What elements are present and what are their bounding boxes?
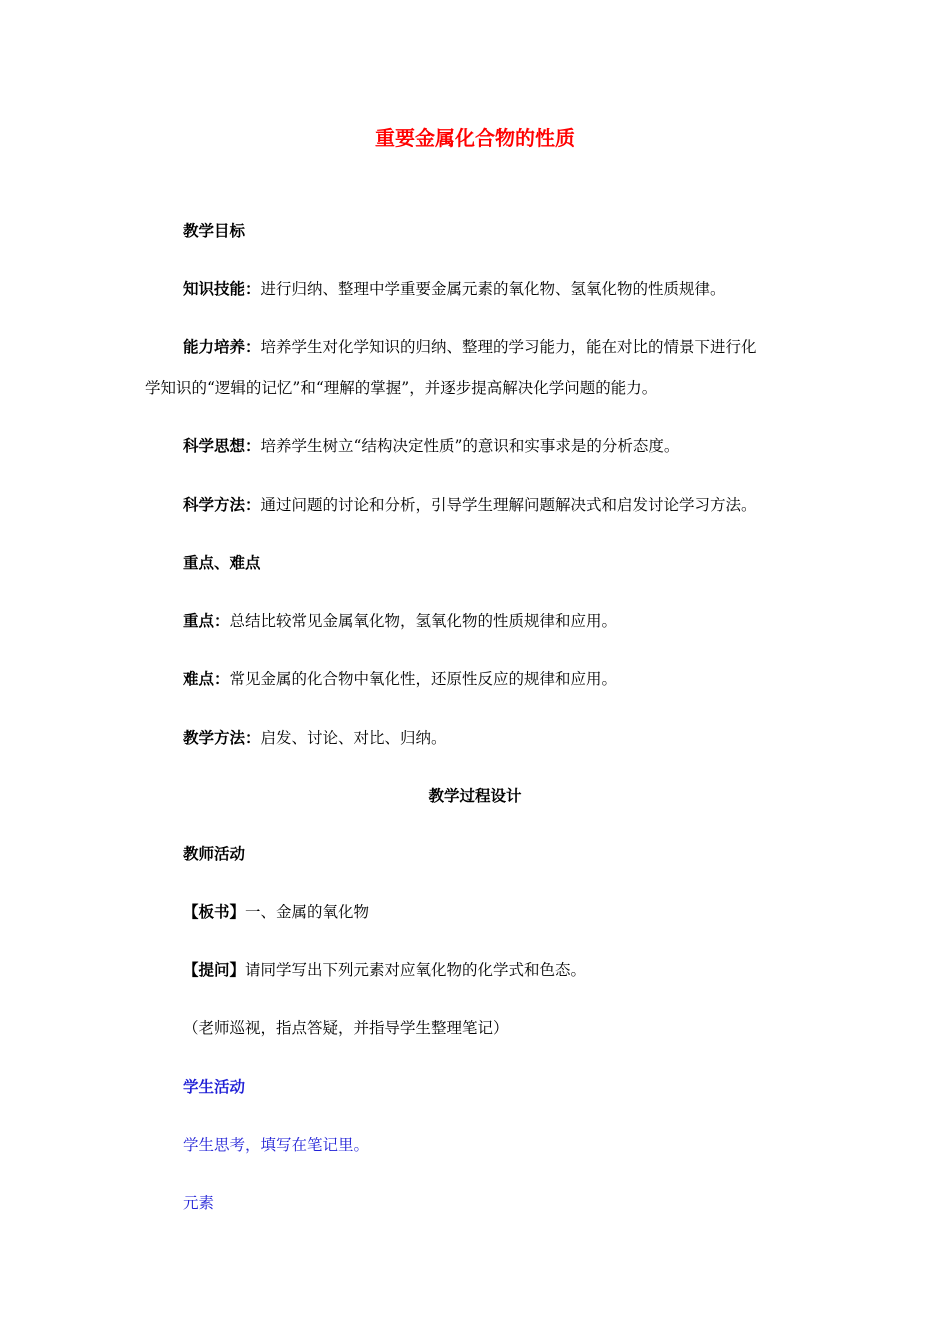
objectives-heading: 教学目标 bbox=[183, 222, 246, 240]
knowledge-text: 进行归纳、整理中学重要金属元素的氧化物、氢氧化物的性质规律。 bbox=[260, 280, 726, 298]
question-label: 【提问】 bbox=[183, 961, 246, 979]
method-text: 通过问题的讨论和分析，引导学生理解问题解决式和启发讨论学习方法。 bbox=[260, 496, 757, 514]
ability-text-line1: 培养学生对化学知识的归纳、整理的学习能力，能在对比的情景下进行化 bbox=[260, 338, 757, 356]
teacher-note: （老师巡视，指点答疑，并指导学生整理笔记） bbox=[183, 1019, 509, 1037]
focus-label: 重点： bbox=[183, 612, 230, 630]
key-points-heading: 重点、难点 bbox=[183, 554, 261, 572]
teacher-heading: 教师活动 bbox=[183, 845, 246, 863]
teaching-method-label: 教学方法： bbox=[183, 729, 261, 747]
ability-label: 能力培养： bbox=[183, 338, 261, 356]
thought-paragraph bbox=[183, 435, 679, 457]
question-paragraph bbox=[183, 959, 586, 981]
method-paragraph bbox=[183, 494, 757, 516]
knowledge-paragraph bbox=[183, 278, 726, 300]
student-heading: 学生活动 bbox=[183, 1078, 246, 1096]
teaching-method-paragraph bbox=[183, 727, 447, 749]
focus-text: 总结比较常见金属氧化物，氢氧化物的性质规律和应用。 bbox=[229, 612, 618, 630]
focus-paragraph bbox=[183, 610, 617, 632]
student-text: 学生思考，填写在笔记里。 bbox=[183, 1136, 370, 1154]
process-heading: 教学过程设计 bbox=[428, 787, 522, 805]
question-text: 请同学写出下列元素对应氧化物的化学式和色态。 bbox=[245, 961, 587, 979]
board-label: 【板书】 bbox=[183, 903, 246, 921]
board-text: 一、金属的氧化物 bbox=[245, 903, 370, 921]
board-paragraph bbox=[183, 901, 369, 923]
ability-paragraph bbox=[183, 336, 757, 358]
knowledge-label: 知识技能： bbox=[183, 280, 261, 298]
element-label: 元素 bbox=[183, 1194, 215, 1212]
method-label: 科学方法： bbox=[183, 496, 261, 514]
thought-text: 培养学生树立“结构决定性质”的意识和实事求是的分析态度。 bbox=[260, 437, 680, 455]
difficulty-label: 难点： bbox=[183, 670, 230, 688]
difficulty-paragraph bbox=[183, 668, 617, 690]
difficulty-text: 常见金属的化合物中氧化性，还原性反应的规律和应用。 bbox=[229, 670, 618, 688]
thought-label: 科学思想： bbox=[183, 437, 261, 455]
ability-text-line2: 学知识的“逻辑的记忆”和“理解的掌握”，并逐步提高解决化学问题的能力。 bbox=[145, 379, 658, 397]
teaching-method-text: 启发、讨论、对比、归纳。 bbox=[260, 729, 447, 747]
document-title: 重要金属化合物的性质 bbox=[375, 126, 575, 150]
